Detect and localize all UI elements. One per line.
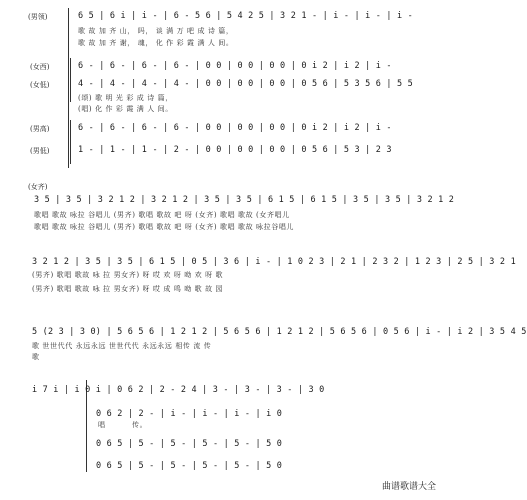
brace-men (70, 120, 71, 164)
notation-row: 3 5 | 3 5 | 3 2 1 2 | 3 2 1 2 | 3 5 | 3 5 | 6 1 5 | 6 1 5 | 3 5 | 3 5 | 3 2 1 2 (34, 195, 455, 205)
lyric-line: 歌唱 歌故 咏拉 谷唱儿 (男齐) 歌唱 歌故 吧 呀 (女齐) 歌唱 歌故 (女齐唱儿 (34, 211, 290, 219)
lyric-line: (颂) 歌 明 光 彩 成 诗 篇， (78, 94, 173, 102)
notation-row: 0 6 5 | 5 - | 5 - | 5 - | 5 - | 5 0 (96, 461, 283, 471)
notation-row: 3 2 1 2 | 3 5 | 3 5 | 6 1 5 | 0 5 | 3 6 | i - | 1 0 2 3 | 2 1 | 2 3 2 | 1 2 3 | 2 5 | 3 2 1 (32, 257, 516, 267)
part-label: (女齐) (28, 183, 48, 191)
brace-women (70, 58, 71, 102)
lyric-line: 歌 故 加 齐 谢， 魂， 化 作 彩 霞 满 人 间。 (78, 39, 234, 47)
lyric-line: 唱 (98, 421, 106, 429)
notation-row: 0 6 2 | 2 - | i - | i - | i - | i 0 (96, 409, 283, 419)
notation-row: 1 - | 1 - | 1 - | 2 - | 0 0 | 0 0 | 0 0 | 0 5 6 | 5 3 | 2 3 (78, 145, 392, 155)
notation-row: 4 - | 4 - | 4 - | 4 - | 0 0 | 0 0 | 0 0 | 0 5 6 | 5 3 5 6 | 5 5 (78, 79, 413, 89)
lyric-line: (男齐) 歌唱 歌故 咏 拉 男女齐) 呀 哎 欢 呀 呦 欢 呀 歌 (32, 271, 224, 279)
lyric-line: 歌 故 加 齐 山， 吗， 谈 满 万 吧 成 诗 篇， (78, 27, 234, 35)
lyric-line: 歌唱 歌故 咏拉 谷唱儿 (男齐) 歌唱 歌故 吧 呀 (女齐) 歌唱 歌故 咏拉谷唱儿 (34, 223, 295, 231)
notation-row: 6 5 | 6 i | i - | 6 - 5 6 | 5 4 2 5 | 3 2 1 - | i - | i - | i - (78, 11, 413, 21)
notation-row: i 7 i | i 0 i | 0 6 2 | 2 - 2 4 | 3 - | 3 - | 3 - | 3 0 (32, 385, 325, 395)
system-barline (68, 8, 69, 168)
lyric-line: (唱) 化 作 彩 霞 满 人 间。 (78, 105, 173, 113)
lyric-line: 传。 (132, 421, 148, 429)
lyric-line: 歌 世世代代 永远永远 世世代代 永远永远 相传 流 传 (32, 342, 212, 350)
part-label: (男领) (28, 13, 48, 21)
part-label: (男高) (30, 125, 50, 133)
notation-row: 5 (2 3 | 3 0) | 5 6 5 6 | 1 2 1 2 | 5 6 5 6 | 1 2 1 2 | 5 6 5 6 | 0 5 6 | i - | i 2 | 3 5 4 5 (32, 327, 527, 337)
notation-row: 6 - | 6 - | 6 - | 6 - | 0 0 | 0 0 | 0 0 | 0 i 2 | i 2 | i - (78, 123, 392, 133)
part-label: (女西) (30, 63, 50, 71)
lyric-line: (男齐) 歌唱 歌故 咏 拉 男女齐) 呀 哎 成 鸣 呦 歌 故 园 (32, 285, 224, 293)
watermark: 曲谱歌谱大全 (381, 482, 436, 492)
notation-row: 0 6 5 | 5 - | 5 - | 5 - | 5 - | 5 0 (96, 439, 283, 449)
part-label: (女低) (30, 81, 50, 89)
lyric-line: 歌 (32, 353, 40, 361)
part-label: (男低) (30, 147, 50, 155)
notation-row: 6 - | 6 - | 6 - | 6 - | 0 0 | 0 0 | 0 0 | 0 i 2 | i 2 | i - (78, 61, 392, 71)
